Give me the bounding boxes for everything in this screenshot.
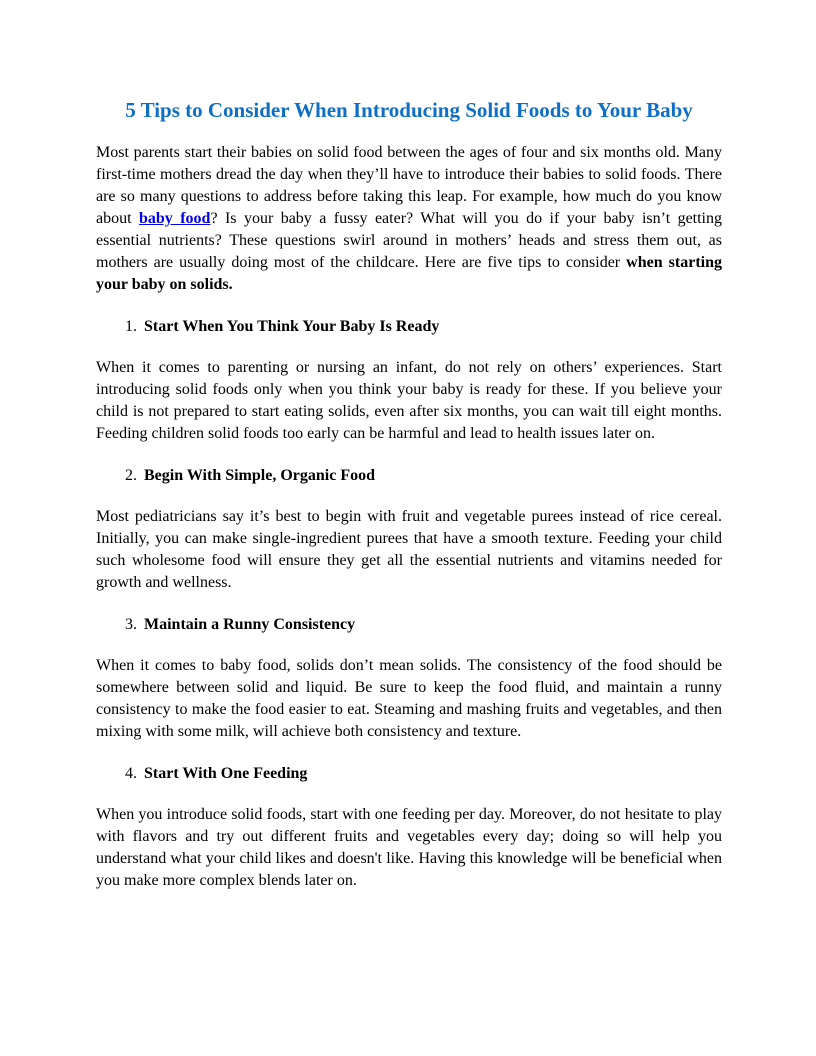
tip-body-4: When you introduce solid foods, start with one feeding per day. Moreover, do not hesitate to play with flavors and try out different fruits and vegetables every day; doing so will help you understand what your child likes and doesn't like. Having this knowledge will be beneficial when you make more complex blends later on.	[96, 806, 722, 889]
tip-heading-2	[96, 465, 722, 487]
tip-body-1: When it comes to parenting or nursing an infant, do not rely on others’ experiences. Start introducing solid foods only when you think your baby is ready for these. If you believe your child is not prepared to start eating solids, even after six months, you can wait till eight months. Feeding children solid foods too early can be harmful and lead to health issues later on.	[96, 359, 722, 442]
intro-text-1: Most parents start their babies on solid food between the ages of four and six months old. Many first-time mothers dread the day when they’ll have to introduce their babies to solid foods. There are so many questions to address before taking this leap. For example, how much do you know about	[96, 144, 722, 227]
document-page	[96, 96, 722, 912]
tip-number: 4.	[125, 765, 137, 782]
tip-body-3: When it comes to baby food, solids don’t mean solids. The consistency of the food should be somewhere between solid and liquid. Be sure to keep the food fluid, and maintain a runny consistency to make the food easier to eat. Steaming and mashing fruits and vegetables, and then mixing with some milk, will achieve both consistency and texture.	[96, 657, 722, 740]
tip-heading-text: Begin With Simple, Organic Food	[144, 467, 375, 484]
baby-food-link[interactable]: baby food	[138, 210, 211, 227]
tip-heading-1	[96, 316, 722, 338]
intro-paragraph	[96, 142, 722, 296]
tip-body-2: Most pediatricians say it’s best to begin with fruit and vegetable purees instead of rice cereal. Initially, you can make single-ingredient purees that have a smooth texture. Feeding your child such wholesome food will ensure they get all the essential nutrients and vitamins needed for growth and wellness.	[96, 508, 722, 591]
tip-heading-text: Start When You Think Your Baby Is Ready	[144, 318, 440, 335]
tip-heading-3	[96, 614, 722, 636]
page-title: 5 Tips to Consider When Introducing Solid Foods to Your Baby	[125, 98, 693, 122]
intro-text-2: ? Is your baby a fussy eater? What will you do if your baby isn’t getting essential nutrients? These questions swirl around in mothers’ heads and stress them out, as mothers are usually doing most of the childcare. Here are five tips to consider	[96, 210, 723, 271]
tip-number: 1.	[125, 318, 137, 335]
tip-heading-text: Maintain a Runny Consistency	[144, 616, 356, 633]
tip-number: 3.	[125, 616, 137, 633]
tip-number: 2.	[125, 467, 137, 484]
intro-bold-end: when starting your baby on solids.	[96, 254, 722, 293]
tip-heading-text: Start With One Feeding	[144, 765, 308, 782]
tip-heading-4	[96, 763, 722, 785]
